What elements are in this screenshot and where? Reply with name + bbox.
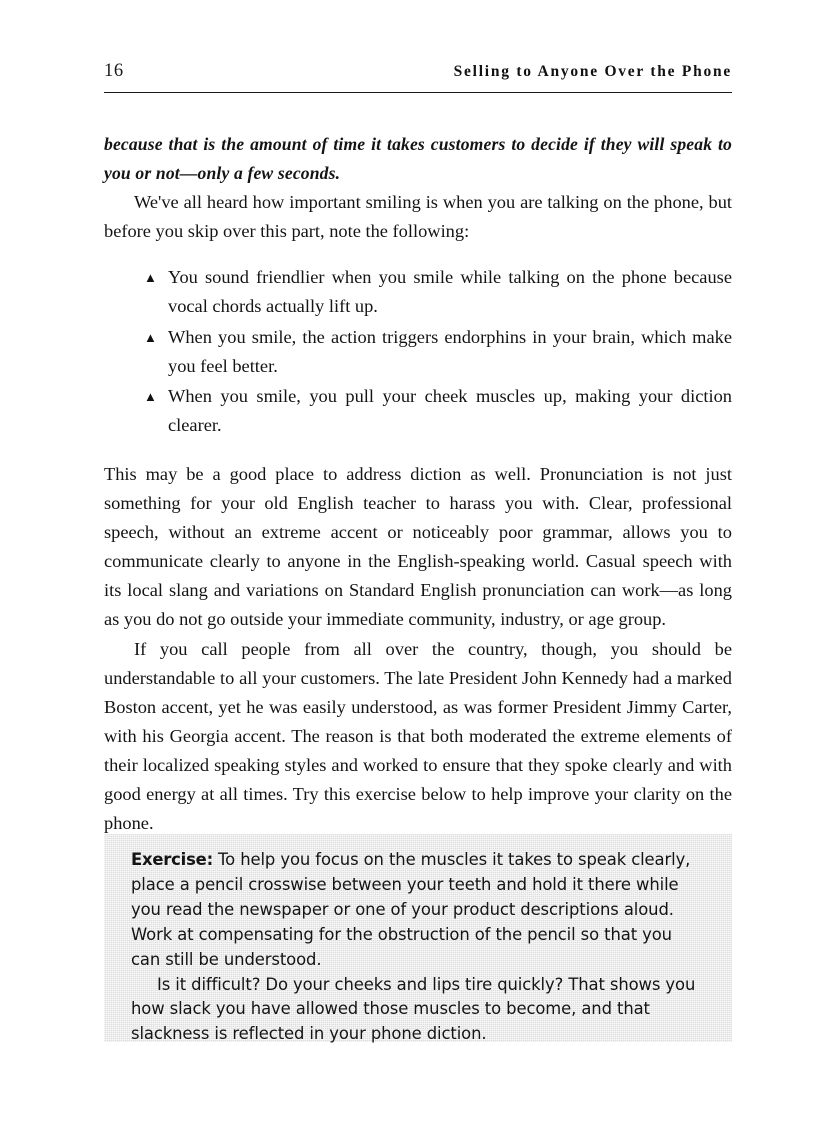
text-column xyxy=(104,130,732,838)
triangle-bullet-icon: ▲ xyxy=(144,329,157,345)
paragraph-lead-italic: because that is the amount of time it takes customers to decide if they will speak to you or not—only a few seconds. xyxy=(104,134,732,184)
list-item-text: When you smile, you pull your cheek muscles up, making your diction clearer. xyxy=(168,385,732,435)
list-item-text: You sound friendlier when you smile while talking on the phone because vocal chords actually lift up. xyxy=(168,267,732,317)
book-title-header: Selling to Anyone Over the Phone xyxy=(453,63,732,80)
exercise-paragraph-1-text: To help you focus on the muscles it takes to speak clearly, place a pencil crosswise between your teeth and hold it there while you read the newspaper or one of your product descriptions aloud. Work at compensating for the obstruction of the pencil so that you can still be understood. xyxy=(131,850,691,969)
exercise-paragraph-1 xyxy=(131,848,706,973)
list-item-text: When you smile, the action triggers endorphins in your brain, which make you feel better. xyxy=(168,326,732,376)
paragraph-diction: This may be a good place to address diction as well. Pronunciation is not just something for your old English teacher to harass you with. Clear, professional speech, without an extreme accent or noticeably poor grammar, allows you to communicate clearly to anyone in the English-speaking world. Casual speech with its local slang and variations on Standard English pronunciation can work—as long as you do not go outside your immediate community, industry, or age group. xyxy=(104,463,732,630)
bullet-list xyxy=(104,263,732,440)
list-item xyxy=(144,263,732,321)
paragraph-smiling: We've all heard how important smiling is when you are talking on the phone, but before you skip over this part, note the following: xyxy=(104,192,732,242)
list-item xyxy=(144,382,732,440)
page-number: 16 xyxy=(104,61,124,81)
exercise-callout-box xyxy=(104,834,732,1042)
running-head xyxy=(104,62,732,88)
triangle-bullet-icon: ▲ xyxy=(144,388,157,404)
triangle-bullet-icon: ▲ xyxy=(144,270,157,286)
paragraph-accents: If you call people from all over the country, though, you should be understandable to all your customers. The late President John Kennedy had a marked Boston accent, yet he was easily understood, as was former President Jimmy Carter, with his Georgia accent. The reason is that both moderated the extreme elements of their localized speaking styles and worked to ensure that they spoke clearly and with good energy at all times. Try this exercise below to help improve your clarity on the phone. xyxy=(104,638,732,834)
header-divider-rule xyxy=(104,92,732,93)
exercise-label: Exercise: xyxy=(131,850,213,869)
exercise-paragraph-2: Is it difficult? Do your cheeks and lips tire quickly? That shows you how slack you have allowed those muscles to become, and that slackness is reflected in your phone diction. xyxy=(131,974,696,1044)
list-item xyxy=(144,323,732,381)
